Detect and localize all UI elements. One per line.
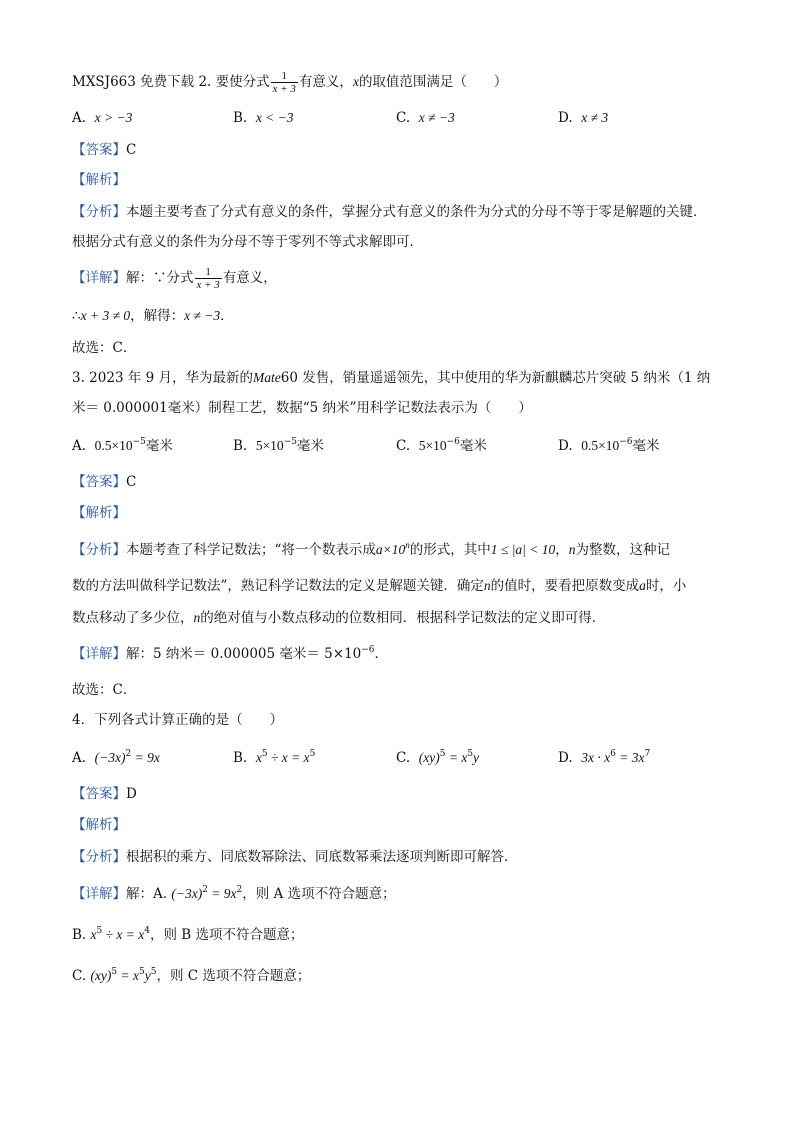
q2-option-b-math: x < −3 — [255, 110, 294, 125]
q2-step — [72, 306, 234, 326]
q3-fenxi-2b: 的值时，要看把原数变成 — [490, 578, 640, 594]
q3-option-b-exp: −5 — [283, 437, 297, 447]
q2-option-c-label: C. — [396, 110, 411, 126]
q2-step-text: ，解得： — [130, 308, 185, 324]
q2-option-a-math: x > −3 — [94, 110, 133, 125]
q2-frac-num: 1 — [281, 70, 288, 82]
q4-option-b-exp-1: 5 — [261, 749, 268, 759]
q4-xj-a-exp: 2 — [202, 885, 208, 895]
q4-xj-a-label: 解：A. — [126, 886, 172, 902]
q3-fenxi-1a: 本题考查了科学记数法；“将一个数表示成 — [126, 542, 376, 558]
q3-fenxi-2 — [72, 576, 686, 596]
q4-xj-c-math: (xy) — [90, 968, 112, 983]
q4-option-c-math-b: = x — [445, 750, 468, 765]
q3-option-d-base: 0.5×10 — [581, 438, 620, 453]
q2-suffix-a: 有意义， — [298, 74, 353, 90]
q3-option-c-unit: 毫米 — [459, 438, 487, 454]
q3-option-a-exp: −5 — [132, 437, 146, 447]
q2-fenxi-2 — [72, 232, 423, 252]
q3-fenxi-3a: 数点移动了多少位， — [72, 610, 194, 626]
q4-option-d-label: D. — [558, 750, 573, 766]
q3-xiangjie-tag: 【详解】 — [72, 646, 126, 662]
q4-xj-a-math: (−3x) — [171, 886, 203, 901]
q4-option-d-exp-2: 7 — [644, 749, 651, 759]
q4-option-d-exp-1: 6 — [610, 749, 616, 759]
q3-fenxi-1-n: n — [568, 542, 576, 557]
q4-answer-tag: 【答案】 — [72, 786, 126, 802]
q3-fenxi-1f: 为整数，这种记 — [575, 542, 670, 558]
q2-guxuan-text: 故选：C． — [72, 340, 137, 356]
q4-xj-a-rhs: = 9x — [207, 886, 237, 901]
q3-xiangjie-text: 解：5 纳米＝ 0.000005 毫米＝ 5×10 — [126, 646, 362, 662]
q4-option-d-math-b: = 3x — [615, 750, 645, 765]
q3-fenxi-2-n: n — [483, 578, 491, 593]
q4-xj-b-label: B. — [72, 927, 91, 943]
q4-answer-value: D — [126, 786, 137, 802]
q2-xiangjie-fraction — [195, 266, 222, 291]
q4-jiexi — [72, 815, 126, 835]
q4-option-c-exp-1: 5 — [439, 749, 446, 759]
q3-fenxi-3b: 的绝对值与小数点移动的位数相同．根据科学记数法的定义即可得． — [200, 610, 606, 626]
q4-xiangjie-c — [72, 966, 310, 986]
q3-fenxi-tag: 【分析】 — [72, 542, 126, 558]
q3-guxuan-text: 故选：C． — [72, 682, 137, 698]
q4-option-a-exp: 2 — [125, 749, 132, 759]
q3-option-a-base: 0.5×10 — [94, 438, 133, 453]
q4-option-c-label: C. — [396, 750, 411, 766]
q2-fraction — [271, 70, 298, 95]
q3-option-d — [558, 436, 660, 456]
q3-fenxi-1-exp: n — [405, 540, 410, 550]
q3-option-a-label: A. — [72, 438, 87, 454]
q3-option-b-label: B. — [233, 438, 248, 454]
q4-option-c-math-c: y — [473, 750, 480, 765]
q4-option-b-label: B. — [233, 750, 248, 766]
q3-stem-1b: 60 发售，销量遥遥领先，其中使用的华为新麒麟芯片突破 5 纳米（1 纳 — [280, 370, 711, 386]
q2-var-x: x — [352, 74, 359, 89]
q3-xiangjie-end: ． — [374, 646, 389, 662]
q2-prefix: MXSJ663 免费下载 2. 要使分式 — [72, 74, 270, 90]
q3-option-d-exp: −6 — [619, 437, 633, 447]
q3-mate: Mate — [253, 370, 281, 385]
q2-option-a-label: A. — [72, 110, 87, 126]
q3-fenxi-1b: 的形式，其中 — [409, 542, 491, 558]
q2-fenxi-1 — [72, 202, 707, 222]
q4-xj-c-conclusion: ，则 C 选项不符合题意； — [156, 968, 311, 984]
q4-answer — [72, 784, 137, 804]
q3-guxuan — [72, 680, 136, 700]
q2-option-b — [233, 108, 294, 128]
q4-stem — [72, 710, 283, 730]
q2-step-therefore: ∴ — [72, 308, 81, 324]
q2-option-c-math: x ≠ −3 — [418, 110, 455, 125]
q3-fenxi-1 — [72, 540, 670, 560]
q2-step-math-2: x ≠ −3 — [184, 308, 221, 323]
q4-xj-a-conclusion: ，则 A 选项不符合题意； — [242, 886, 396, 902]
q4-option-b-math-a: x — [255, 750, 262, 765]
q3-fenxi-3 — [72, 608, 605, 628]
q3-option-a-unit: 毫米 — [145, 438, 173, 454]
q2-xiangjie-text-b: 有意义， — [222, 270, 277, 286]
q3-jiexi — [72, 503, 126, 523]
q3-option-c-base: 5×10 — [418, 438, 447, 453]
q4-xj-b-rhs-exp: 4 — [144, 926, 150, 936]
q4-option-a-math: (−3x) — [94, 750, 126, 765]
q2-xiangjie — [72, 266, 277, 291]
q4-option-b — [233, 748, 315, 768]
q4-option-a-label: A. — [72, 750, 87, 766]
q4-option-b-math-b: ÷ x = x — [267, 750, 310, 765]
q2-stem — [72, 70, 507, 95]
q4-xj-c-rhs: = x — [117, 968, 140, 983]
q4-xj-c-rhs-exp-2: 5 — [150, 967, 157, 977]
q3-option-b — [233, 436, 324, 456]
q3-option-b-base: 5×10 — [255, 438, 284, 453]
q3-option-d-unit: 毫米 — [632, 438, 660, 454]
q3-option-c-label: C. — [396, 438, 411, 454]
q3-stem-1a: 3. 2023 年 9 月，华为最新的 — [72, 370, 253, 386]
q2-answer-value: C — [126, 142, 137, 158]
q3-fenxi-2-a: a — [639, 578, 646, 593]
q2-fenxi-text-2: 根据分式有意义的条件为分母不等于零列不等式求解即可． — [72, 234, 423, 250]
q3-option-c-exp: −6 — [446, 437, 460, 447]
q4-option-c — [396, 748, 479, 768]
q4-jiexi-tag: 【解析】 — [72, 817, 126, 833]
q3-fenxi-1d: ， — [555, 542, 569, 558]
q2-option-d-label: D. — [558, 110, 573, 126]
q3-stem-1 — [72, 368, 710, 388]
q4-xiangjie-a — [72, 884, 396, 904]
q3-option-c — [396, 436, 487, 456]
q4-xj-b-conclusion: ，则 B 选项不符合题意； — [150, 927, 304, 943]
q2-step-end: ． — [220, 308, 234, 324]
q3-xiangjie-exp: −6 — [361, 645, 375, 655]
q3-stem-2-text: 米＝ 0.000001毫米）制程工艺，数据“5 纳米”用科学记数法表示为（ ） — [72, 400, 532, 416]
q3-xiangjie — [72, 644, 388, 664]
q3-fenxi-2a: 数的方法叫做科学记数法”，熟记科学记数法的定义是解题关键．确定 — [72, 578, 484, 594]
q3-fenxi-1-math: a×10 — [375, 542, 406, 557]
q2-fenxi-text-1: 本题主要考查了分式有意义的条件，掌握分式有意义的条件为分式的分母不等于零是解题的关键． — [126, 204, 707, 220]
q4-option-a-rhs: = 9x — [131, 750, 160, 765]
q3-answer — [72, 472, 136, 492]
q4-xj-b-math: x — [90, 927, 97, 942]
q4-xj-b-exp: 5 — [96, 926, 103, 936]
q4-option-c-math-a: (xy) — [418, 750, 440, 765]
q2-xiangjie-tag: 【详解】 — [72, 270, 126, 286]
q4-stem-text: 4．下列各式计算正确的是（ ） — [72, 712, 284, 728]
q3-answer-tag: 【答案】 — [72, 474, 126, 490]
q2-xiangjie-text-a: 解：∵分式 — [126, 270, 194, 286]
q2-option-d-math: x ≠ 3 — [581, 110, 609, 125]
q2-option-d — [558, 108, 608, 128]
q2-step-math-1: x + 3 ≠ 0 — [80, 308, 131, 323]
q4-xj-c-exp: 5 — [111, 967, 118, 977]
q2-answer — [72, 140, 136, 160]
q2-guxuan — [72, 338, 136, 358]
q4-xiangjie-tag: 【详解】 — [72, 886, 126, 902]
q2-xiangjie-frac-num: 1 — [205, 266, 211, 278]
q4-option-d-math-a: 3x · x — [581, 750, 611, 765]
q3-jiexi-tag: 【解析】 — [72, 505, 126, 521]
q3-option-a — [72, 436, 173, 456]
q4-xj-c-rhs-y: y — [144, 968, 151, 983]
q4-option-b-exp-2: 5 — [309, 749, 316, 759]
q3-option-b-unit: 毫米 — [296, 438, 324, 454]
q4-xj-c-rhs-exp-1: 5 — [139, 967, 145, 977]
q2-option-b-label: B. — [233, 110, 248, 126]
q4-xj-c-label: C. — [72, 968, 91, 984]
q4-fenxi-text: 根据积的乘方、同底数幂除法、同底数幂乘法逐项判断即可解答． — [126, 849, 518, 865]
q4-xiangjie-b — [72, 925, 304, 945]
q3-fenxi-3-n: n — [193, 610, 201, 625]
q3-fenxi-1-range: 1 ≤ |a| < 10 — [490, 542, 556, 557]
q3-stem-2 — [72, 398, 532, 418]
q4-option-a — [72, 748, 160, 768]
q2-jiexi — [72, 170, 126, 190]
q2-xiangjie-frac-den: x + 3 — [196, 279, 220, 291]
q2-answer-tag: 【答案】 — [72, 142, 126, 158]
q2-suffix-b: 的取值范围满足（ ） — [358, 74, 508, 90]
q3-option-d-label: D. — [558, 438, 573, 454]
q2-jiexi-tag: 【解析】 — [72, 172, 126, 188]
q3-answer-value: C — [126, 474, 137, 490]
q2-fenxi-tag: 【分析】 — [72, 204, 126, 220]
q4-fenxi-tag: 【分析】 — [72, 849, 126, 865]
q4-fenxi — [72, 847, 518, 867]
q4-xj-a-rhs-exp: 2 — [236, 885, 243, 895]
q3-fenxi-2c: 时，小 — [645, 578, 687, 594]
q2-frac-den: x + 3 — [272, 83, 296, 95]
q4-option-c-exp-2: 5 — [467, 749, 474, 759]
q2-option-a — [72, 108, 132, 128]
q4-option-d — [558, 748, 650, 768]
q2-option-c — [396, 108, 455, 128]
q4-xj-b-rhs: ÷ x = x — [102, 927, 145, 942]
